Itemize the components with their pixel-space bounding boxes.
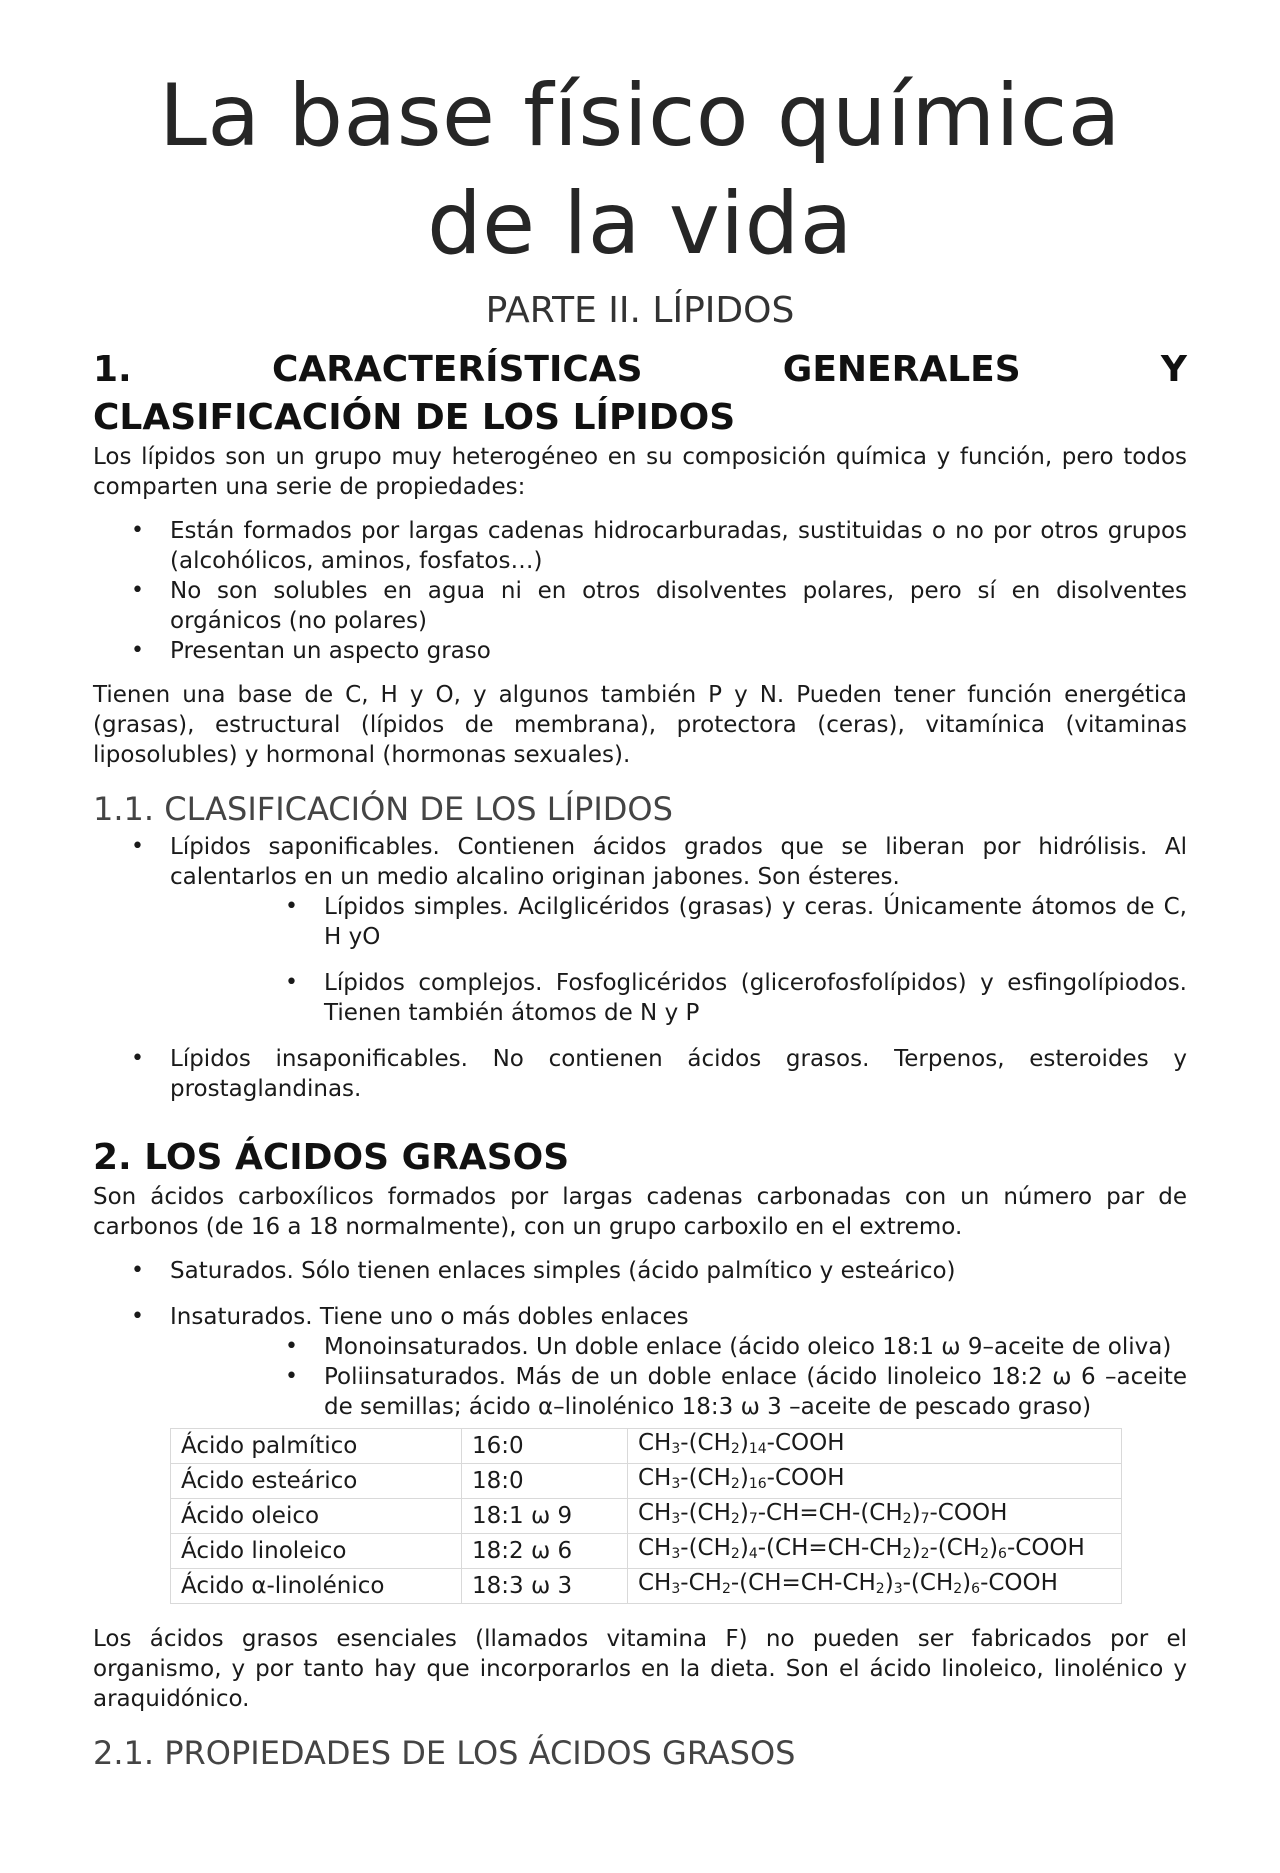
properties-list (93, 516, 1187, 666)
list-item: • Saturados. Sólo tienen enlaces simples (ácido palmítico y esteárico) (93, 1256, 1187, 1286)
section-1-1-heading: 1.1. CLASIFICACIÓN DE LOS LÍPIDOS (93, 790, 673, 828)
table-row (171, 1499, 1122, 1534)
acid-code-cell: 16:0 (462, 1429, 628, 1464)
list-item (93, 1302, 1187, 1422)
section-2-intro: Son ácidos carboxílicos formados por largas cadenas carbonadas con un número par de carbonos (de 16 a 18 normalmente), con un grupo carboxilo en el extremo. (93, 1184, 1187, 1240)
list-item: • Lípidos simples. Acilglicéridos (grasas) y ceras. Únicamente átomos de C, H yO (170, 892, 1187, 952)
acid-formula-cell: $CH_3-(CH_2)_{14}$-COOH (628, 1429, 1122, 1464)
acid-name-cell: Ácido linoleico (171, 1534, 462, 1569)
acid-name-cell: Ácido α-linolénico (171, 1569, 462, 1604)
section-1-heading (93, 346, 1187, 442)
list-item: • Lípidos insaponificables. No contienen ácidos grasos. Terpenos, esteroides y prostaglandinas. (93, 1044, 1187, 1104)
acid-formula-cell: $CH_3-CH_2-(CH=CH-CH_2)_3-(CH_2)_6$-COOH (628, 1569, 1122, 1604)
document-subtitle: PARTE II. LÍPIDOS (485, 290, 795, 331)
acid-code-cell: 18:3 ω 3 (462, 1569, 628, 1604)
list-item: • Poliinsaturados. Más de un doble enlace (ácido linoleico 18:2 ω 6 –aceite de semillas; ácido α–linolénico 18:3 ω 3 –aceite de pescado graso) (170, 1362, 1187, 1422)
acid-formula-cell: $CH_3-(CH_2)_7-CH=CH-(CH_2)_7$-COOH (628, 1499, 1122, 1534)
fatty-acids-table (170, 1428, 1122, 1604)
essential-fatty-acids-paragraph: Los ácidos grasos esenciales (llamados vitamina F) no pueden ser fabricados por el organismo, y por tanto hay que incorporarlos en la dieta. Son el ácido linoleico, linolénico y araquidónico. (93, 1626, 1187, 1712)
section-1-number: 1. (93, 349, 132, 390)
acid-name-cell: Ácido palmítico (171, 1429, 462, 1464)
table-row (171, 1569, 1122, 1604)
table-row (171, 1464, 1122, 1499)
insaturados-text: Insaturados. Tiene uno o más dobles enlaces (170, 1304, 689, 1330)
acid-code-cell: 18:1 ω 9 (462, 1499, 628, 1534)
list-item: • Están formados por largas cadenas hidrocarburadas, sustituidas o no por otros grupos (alcohólicos, aminos, fosfatos…) (93, 516, 1187, 576)
document-page (0, 62, 1280, 1873)
list-item (93, 832, 1187, 1028)
list-item: • Monoinsaturados. Un doble enlace (ácido oleico 18:1 ω 9–aceite de oliva) (170, 1332, 1187, 1362)
list-item: • Lípidos complejos. Fosfoglicéridos (glicerofosfolípidos) y esfingolípiodos. Tienen también átomos de N y P (170, 968, 1187, 1028)
section-1-word-2: GENERALES (782, 349, 1021, 390)
classification-list (93, 832, 1187, 1104)
list-item: • No son solubles en agua ni en otros disolventes polares, pero sí en disolventes orgánicos (no polares) (93, 576, 1187, 636)
acid-name-cell: Ácido oleico (171, 1499, 462, 1534)
table-row (171, 1429, 1122, 1464)
saponificables-sublist (170, 892, 1187, 1028)
acid-formula-cell: $CH_3-(CH_2)_4-(CH=CH-CH_2)_2-(CH_2)_6$-COOH (628, 1534, 1122, 1569)
section-1-word-1: CARACTERÍSTICAS (271, 349, 643, 390)
section-2-1-heading: 2.1. PROPIEDADES DE LOS ÁCIDOS GRASOS (93, 1734, 796, 1772)
section-1-intro: Los lípidos son un grupo muy heterogéneo en su composición química y función, pero todos comparten una serie de propiedades: (93, 444, 1187, 500)
section-1-word-3: Y (1160, 349, 1187, 390)
acid-formula-cell: $CH_3-(CH_2)_{16}$-COOH (628, 1464, 1122, 1499)
fatty-acid-types-list (93, 1256, 1187, 1422)
insaturados-sublist (170, 1332, 1187, 1422)
table-row (171, 1534, 1122, 1569)
saponificables-text: Lípidos saponificables. Contienen ácidos grados que se liberan por hidrólisis. Al calentarlos en un medio alcalino originan jabones. Son ésteres. (170, 834, 1187, 890)
acid-code-cell: 18:2 ω 6 (462, 1534, 628, 1569)
list-item: • Presentan un aspecto graso (93, 636, 1187, 666)
section-1-heading-line-2: CLASIFICACIÓN DE LOS LÍPIDOS (93, 397, 736, 438)
acid-code-cell: 18:0 (462, 1464, 628, 1499)
document-title: La base físico química de la vida (158, 66, 1122, 274)
section-1-paragraph-2: Tienen una base de C, H y O, y algunos también P y N. Pueden tener función energética (grasas), estructural (lípidos de membrana), protectora (ceras), vitamínica (vitaminas liposolubles) y hormonal (hormonas sexuales). (93, 682, 1187, 768)
acid-name-cell: Ácido esteárico (171, 1464, 462, 1499)
section-2-heading: 2. LOS ÁCIDOS GRASOS (93, 1137, 570, 1178)
